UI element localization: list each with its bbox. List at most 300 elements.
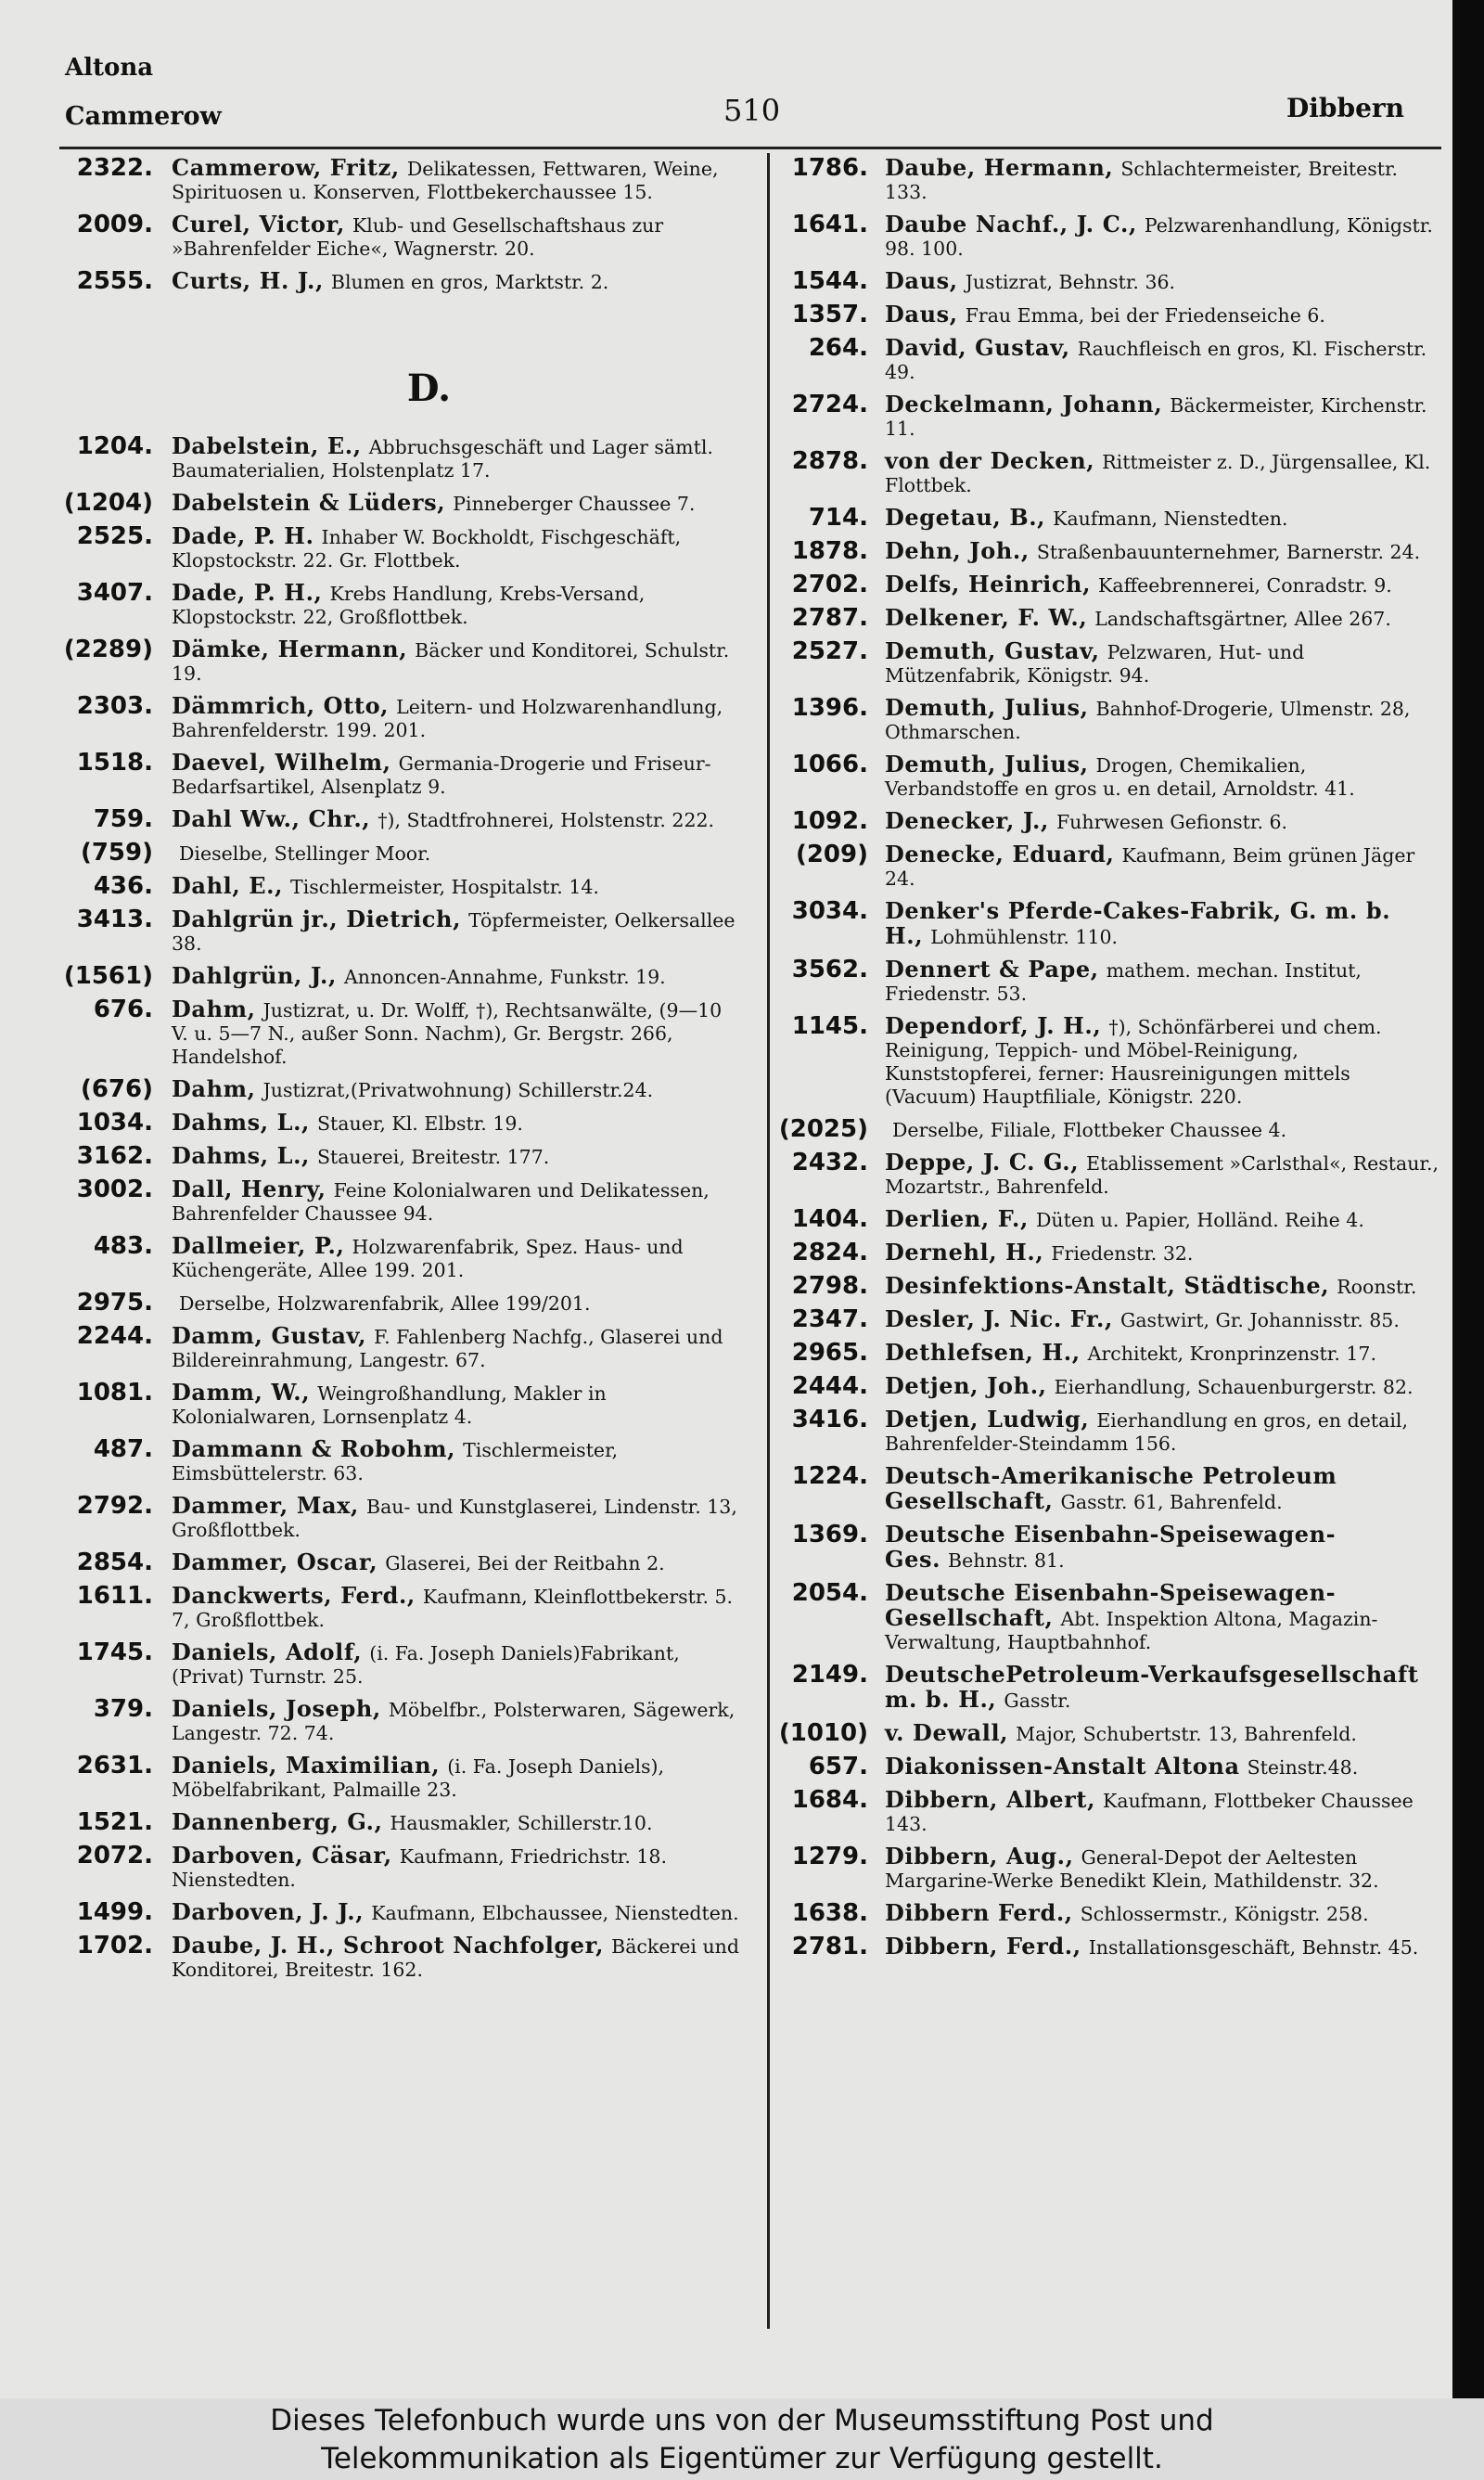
directory-entry	[51, 156, 742, 204]
scan-edge	[1452, 0, 1484, 2398]
header-first-entry: Cammerow	[65, 102, 222, 131]
phone-number: 1544.	[791, 267, 868, 295]
phone-number: 2432.	[791, 1149, 868, 1176]
phone-number: 3413.	[76, 906, 153, 933]
subscriber-details: Justizrat,(Privatwohnung) Schillerstr.24.	[262, 1079, 654, 1101]
subscriber-details: Glaserei, Bei der Reitbahn 2.	[385, 1552, 665, 1574]
subscriber-name: Dallmeier, P.,	[172, 1232, 345, 1259]
header-city: Altona	[65, 54, 154, 82]
subscriber-name: Dade, P. H.	[172, 522, 314, 549]
phone-number: (676)	[80, 1075, 153, 1103]
phone-number: 2854.	[76, 1548, 153, 1576]
phone-number: 487.	[93, 1435, 153, 1463]
directory-entry	[51, 1381, 742, 1429]
subscriber-name: Daus,	[885, 267, 958, 294]
phone-number: (1561)	[63, 962, 153, 990]
subscriber-name: Dibbern, Ferd.,	[885, 1933, 1081, 1960]
subscriber-name: Danckwerts, Ferd.,	[172, 1582, 416, 1609]
directory-entry	[51, 491, 742, 516]
subscriber-details: (i. Fa. Joseph Daniels)Fabrikant, (Privat) Turnstr. 25.	[172, 1642, 680, 1688]
phone-number: 1357.	[791, 301, 868, 328]
directory-entry	[775, 1117, 1441, 1142]
phone-number: 1396.	[791, 694, 868, 722]
subscriber-name: Deckelmann, Johann,	[885, 391, 1163, 418]
subscriber-details: Dieselbe, Stellinger Moor.	[179, 842, 431, 865]
subscriber-details: Bau- und Kunstglaserei, Lindenstr. 13, Großflottbek.	[172, 1496, 737, 1541]
subscriber-name: Dannenberg, G.,	[172, 1808, 383, 1835]
directory-entry	[51, 434, 742, 482]
phone-number: 676.	[93, 996, 153, 1023]
phone-number: 2072.	[76, 1842, 153, 1870]
phone-number: 2444.	[791, 1372, 868, 1400]
phone-number: 2322.	[76, 154, 153, 182]
subscriber-name: Dabelstein, E.,	[172, 432, 362, 459]
directory-entry	[775, 1754, 1441, 1780]
phone-number: 2303.	[76, 692, 153, 720]
subscriber-name: Dibbern, Aug.,	[885, 1843, 1074, 1870]
directory-entry	[775, 1523, 1441, 1573]
phone-number: 1034.	[76, 1109, 153, 1137]
subscriber-details: Pelzwarenhandlung, Königstr. 98. 100.	[885, 214, 1433, 260]
subscriber-name: von der Decken,	[885, 447, 1095, 474]
directory-entry	[51, 907, 742, 956]
directory-entry	[51, 524, 742, 572]
phone-number: (2289)	[63, 636, 153, 663]
subscriber-details: †), Schönfärberei und chem. Reinigung, Teppich- und Möbel-Reinigung, Kunststopferei, ferner: Hausreinigungen mittels (Vacuum) Hauptfiliale, Königstr. 220.	[885, 1016, 1382, 1108]
subscriber-details: Gastwirt, Gr. Johannisstr. 85.	[1119, 1309, 1400, 1331]
subscriber-details: Justizrat, Behnstr. 36.	[965, 271, 1176, 293]
directory-entry	[775, 1014, 1441, 1109]
directory-entry	[775, 156, 1441, 204]
phone-number: 1081.	[76, 1379, 153, 1407]
phone-number: 1878.	[791, 537, 868, 565]
directory-entry	[51, 1754, 742, 1802]
subscriber-name: Curel, Victor,	[172, 211, 345, 238]
subscriber-details: Bäcker und Konditorei, Schulstr. 19.	[172, 639, 730, 685]
subscriber-name: Dahms, L.,	[172, 1109, 311, 1136]
subscriber-name: Desinfektions-Anstalt, Städtische,	[885, 1272, 1330, 1299]
phone-number: 2149.	[791, 1661, 868, 1689]
phone-number: 2525.	[76, 522, 153, 550]
subscriber-details: Eierhandlung, Schauenburgerstr. 82.	[1054, 1376, 1414, 1398]
directory-entry	[775, 1581, 1441, 1654]
phone-number: 2965.	[791, 1339, 868, 1367]
directory-entry	[51, 212, 742, 261]
subscriber-details: Major, Schubertstr. 13, Bahrenfeld.	[1016, 1723, 1357, 1745]
subscriber-name: Daube, J. H., Schroot Nachfolger,	[172, 1932, 605, 1959]
directory-entry	[51, 807, 742, 832]
subscriber-details: Inhaber W. Bockholdt, Fischgeschäft, Klopstockstr. 22. Gr. Flottbek.	[172, 526, 682, 572]
subscriber-name: Dahlgrün jr., Dietrich,	[172, 906, 462, 932]
subscriber-details: Düten u. Papier, Holländ. Reihe 4.	[1035, 1209, 1364, 1231]
left-entries-c	[51, 156, 742, 294]
phone-number: 1279.	[791, 1843, 868, 1870]
directory-entry	[775, 539, 1441, 564]
phone-number: 2555.	[76, 267, 153, 295]
phone-number: 379.	[93, 1695, 153, 1723]
subscriber-details: Holzwarenfabrik, Spez. Haus- und Küchengeräte, Allee 199. 201.	[172, 1236, 684, 1281]
directory-entry	[51, 1077, 742, 1102]
phone-number: 2347.	[791, 1305, 868, 1333]
directory-entry	[51, 581, 742, 629]
subscriber-details: Annoncen-Annahme, Funkstr. 19.	[343, 966, 666, 988]
subscriber-details: Derselbe, Holzwarenfabrik, Allee 199/201.	[179, 1292, 591, 1315]
subscriber-details: Architekt, Kronprinzenstr. 17.	[1087, 1343, 1376, 1365]
subscriber-details: Straßenbauunternehmer, Barnerstr. 24.	[1036, 541, 1421, 563]
subscriber-name: Denker's Pferde-Cakes-Fabrik, G. m. b. H.,	[885, 897, 1391, 949]
directory-entry	[775, 696, 1441, 744]
subscriber-details: †), Stadtfrohnerei, Holstenstr. 222.	[377, 809, 715, 831]
subscriber-name: Dämke, Hermann,	[172, 636, 408, 662]
phone-number: 1641.	[791, 211, 868, 238]
subscriber-name: Dethlefsen, H.,	[885, 1339, 1081, 1366]
phone-number: (1010)	[778, 1719, 868, 1747]
subscriber-name: David, Gustav,	[885, 334, 1070, 361]
footer-line-1: Dieses Telefonbuch wurde uns von der Museumsstiftung Post und	[270, 2404, 1214, 2437]
subscriber-name: v. Dewall,	[885, 1719, 1009, 1746]
directory-entry	[775, 1934, 1441, 1960]
phone-number: 2792.	[76, 1492, 153, 1520]
subscriber-details: Justizrat, u. Dr. Wolff, †), Rechtsanwälte, (9—10 V. u. 5—7 N., außer Sonn. Nachm), Gr. Bergstr. 266, Handelshof.	[172, 999, 723, 1068]
subscriber-details: Kaufmann, Elbchaussee, Nienstedten.	[371, 1902, 739, 1924]
subscriber-details: Kaffeebrennerei, Conradstr. 9.	[1098, 574, 1392, 597]
subscriber-name: Detjen, Joh.,	[885, 1372, 1047, 1399]
subscriber-details: Krebs Handlung, Krebs-Versand, Klopstockstr. 22, Großflottbek.	[172, 583, 646, 628]
subscriber-details: Möbelfbr., Polsterwaren, Sägewerk, Langestr. 72. 74.	[172, 1699, 736, 1744]
footer-notice	[0, 2398, 1484, 2480]
phone-number: 2787.	[791, 604, 868, 632]
subscriber-name: Denecker, J.,	[885, 807, 1049, 834]
directory-entry	[51, 637, 742, 686]
directory-entry	[775, 1844, 1441, 1893]
phone-number: 3162.	[76, 1142, 153, 1170]
directory-entry	[51, 1640, 742, 1689]
directory-entry	[775, 1901, 1441, 1926]
directory-entry	[51, 1550, 742, 1575]
subscriber-details: Töpfermeister, Oelkersallee 38.	[172, 909, 736, 955]
directory-entry	[775, 1721, 1441, 1746]
directory-entry	[51, 751, 742, 799]
directory-entry	[775, 212, 1441, 261]
directory-entry	[51, 1584, 742, 1632]
subscriber-details: Kaufmann, Kleinflottbekerstr. 5. 7, Großflottbek.	[172, 1586, 734, 1631]
subscriber-name: Daube, Hermann,	[885, 154, 1114, 181]
subscriber-name: Dade, P. H.,	[172, 579, 323, 606]
directory-entry	[775, 392, 1441, 441]
directory-entry	[51, 841, 742, 866]
subscriber-name: Detjen, Ludwig,	[885, 1406, 1090, 1433]
directory-entry	[51, 694, 742, 742]
subscriber-details: Drogen, Chemikalien, Verbandstoffe en gros u. en detail, Arnoldstr. 41.	[885, 754, 1355, 800]
subscriber-details: Friedenstr. 32.	[1051, 1242, 1194, 1265]
directory-entry	[775, 1274, 1441, 1299]
directory-entry	[775, 809, 1441, 834]
directory-entry	[51, 1437, 742, 1485]
directory-entry	[51, 1144, 742, 1169]
phone-number: 1638.	[791, 1899, 868, 1927]
subscriber-name: Daus,	[885, 301, 958, 328]
phone-number: 2975.	[76, 1289, 153, 1317]
subscriber-details: Bäckerei und Konditorei, Breitestr. 162.	[172, 1935, 739, 1981]
section-letter: D.	[406, 366, 452, 410]
subscriber-name: Damm, Gustav,	[172, 1322, 367, 1349]
subscriber-details: Fuhrwesen Gefionstr. 6.	[1055, 811, 1288, 833]
header-last-entry: Dibbern	[1286, 93, 1404, 123]
directory-entry	[775, 1464, 1441, 1514]
subscriber-name: Degetau, B.,	[885, 504, 1046, 531]
subscriber-name: Dernehl, H.,	[885, 1239, 1044, 1266]
phone-number: 2702.	[791, 571, 868, 598]
phone-number: 2631.	[76, 1752, 153, 1780]
subscriber-name: Delfs, Heinrich,	[885, 571, 1092, 598]
phone-number: 3562.	[791, 956, 868, 983]
phone-number: 483.	[93, 1232, 153, 1260]
directory-entry	[775, 1307, 1441, 1332]
subscriber-name: Dennert & Pape,	[885, 956, 1099, 983]
directory-entry	[51, 997, 742, 1069]
subscriber-name: DeutschePetroleum-Verkaufsgesellschaft m. b. H.,	[885, 1661, 1419, 1713]
subscriber-details: Steinstr.48.	[1247, 1756, 1359, 1779]
directory-entry	[51, 1111, 742, 1136]
phone-number: 1145.	[791, 1012, 868, 1040]
phone-number: 2724.	[791, 391, 868, 418]
subscriber-details: Kaufmann, Beim grünen Jäger 24.	[885, 844, 1415, 890]
phone-number: (759)	[80, 839, 153, 867]
subscriber-details: Etablissement »Carlsthal«, Restaur., Mozartstr., Bahrenfeld.	[885, 1152, 1439, 1198]
phone-number: 1224.	[791, 1462, 868, 1490]
subscriber-name: Deutsche Eisenbahn-Speisewagen-Ges.	[885, 1521, 1337, 1573]
subscriber-details: F. Fahlenberg Nachfg., Glaserei und Bildereinrahmung, Langestr. 67.	[172, 1326, 723, 1371]
subscriber-details: Abt. Inspektion Altona, Magazin-Verwaltung, Hauptbahnhof.	[885, 1608, 1378, 1653]
directory-entry	[775, 899, 1441, 949]
phone-number: 1404.	[791, 1205, 868, 1233]
subscriber-details: Eierhandlung en gros, en detail, Bahrenfelder-Steindamm 156.	[885, 1409, 1408, 1455]
directory-entry	[51, 1900, 742, 1925]
phone-number: 2781.	[791, 1933, 868, 1960]
phone-number: (209)	[795, 841, 868, 868]
subscriber-name: Darboven, J. J.,	[172, 1898, 365, 1925]
subscriber-details: Roonstr.	[1337, 1276, 1417, 1298]
phone-number: 1745.	[76, 1638, 153, 1666]
phone-number: 1499.	[76, 1898, 153, 1926]
subscriber-name: Daniels, Adolf,	[172, 1638, 363, 1665]
subscriber-name: Darboven, Cäsar,	[172, 1842, 392, 1869]
phone-number: 2878.	[791, 447, 868, 475]
subscriber-details: Rittmeister z. D., Jürgensallee, Kl. Flottbek.	[885, 451, 1431, 496]
phone-number: 2009.	[76, 211, 153, 238]
subscriber-details: Pinneberger Chaussee 7.	[453, 493, 696, 515]
phone-number: 3002.	[76, 1176, 153, 1203]
directory-entry	[775, 1150, 1441, 1199]
subscriber-name: Daube Nachf., J. C.,	[885, 211, 1137, 238]
left-entries-d	[51, 434, 742, 1982]
directory-entry	[51, 1234, 742, 1282]
phone-number: 1702.	[76, 1932, 153, 1960]
subscriber-name: Dibbern, Albert,	[885, 1786, 1096, 1813]
directory-entry	[775, 336, 1441, 384]
phone-number: 2798.	[791, 1272, 868, 1300]
subscriber-details: Schlossermstr., Königstr. 258.	[1080, 1903, 1369, 1925]
subscriber-details: Kaufmann, Friedrichstr. 18. Nienstedten.	[172, 1845, 667, 1891]
phone-number: 1204.	[76, 432, 153, 460]
subscriber-details: Tischlermeister, Eimsbüttelerstr. 63.	[172, 1439, 619, 1484]
subscriber-name: Damm, W.,	[172, 1379, 311, 1406]
phone-number: 1611.	[76, 1582, 153, 1610]
phone-number: 2244.	[76, 1322, 153, 1350]
subscriber-details: Pelzwaren, Hut- und Mützenfabrik, Königstr. 94.	[885, 641, 1305, 687]
page-number: 510	[723, 93, 781, 128]
phone-number: 1786.	[791, 154, 868, 182]
subscriber-details: Rauchfleisch en gros, Kl. Fischerstr. 49.	[885, 338, 1427, 383]
subscriber-details: Bahnhof-Drogerie, Ulmenstr. 28, Othmarschen.	[885, 698, 1411, 743]
subscriber-name: Dammann & Robohm,	[172, 1435, 456, 1462]
subscriber-details: Tischlermeister, Hospitalstr. 14.	[290, 876, 599, 898]
subscriber-details: (i. Fa. Joseph Daniels), Möbelfabrikant, Palmaille 23.	[172, 1755, 665, 1801]
phone-number: 3416.	[791, 1406, 868, 1433]
phone-number: 1518.	[76, 749, 153, 777]
phone-number: 3034.	[791, 897, 868, 925]
subscriber-name: Derlien, F.,	[885, 1205, 1029, 1232]
subscriber-details: Abbruchsgeschäft und Lager sämtl. Baumaterialien, Holstenplatz 17.	[172, 436, 713, 482]
phone-number: (1204)	[63, 489, 153, 517]
subscriber-name: Diakonissen-Anstalt Altona	[885, 1753, 1240, 1780]
phone-number: 264.	[808, 334, 868, 362]
directory-entry	[51, 1291, 742, 1316]
subscriber-name: Dahl, E.,	[172, 872, 284, 899]
subscriber-name: Dammer, Oscar,	[172, 1548, 378, 1575]
subscriber-name: Daniels, Joseph,	[172, 1695, 381, 1722]
right-column	[775, 156, 1441, 1968]
subscriber-name: Demuth, Julius,	[885, 694, 1089, 721]
subscriber-name: Dahm,	[172, 996, 256, 1022]
phone-number: 2527.	[791, 637, 868, 665]
subscriber-name: Dämmrich, Otto,	[172, 692, 390, 719]
subscriber-details: Delikatessen, Fettwaren, Weine, Spirituosen u. Konserven, Flottbekerchaussee 15.	[172, 158, 719, 203]
phone-number: 657.	[808, 1753, 868, 1780]
directory-entry	[775, 1207, 1441, 1232]
directory-entry	[51, 1810, 742, 1835]
phone-number: 1092.	[791, 807, 868, 835]
directory-entry	[775, 957, 1441, 1006]
subscriber-details: Landschaftsgärtner, Allee 267.	[1094, 608, 1391, 630]
subscriber-details: Lohmühlenstr. 110.	[930, 926, 1119, 948]
subscriber-name: Dall, Henry,	[172, 1176, 326, 1202]
right-entries	[775, 156, 1441, 1960]
subscriber-details: Derselbe, Filiale, Flottbeker Chaussee 4.	[892, 1119, 1287, 1141]
left-column	[51, 156, 742, 1990]
subscriber-name: Dahl Ww., Chr.,	[172, 805, 371, 832]
phone-number: (2025)	[778, 1115, 868, 1143]
directory-entry	[51, 1177, 742, 1226]
directory-entry	[775, 449, 1441, 497]
phone-number: 2054.	[791, 1579, 868, 1607]
subscriber-name: Dahlgrün, J.,	[172, 962, 337, 989]
subscriber-name: Dabelstein & Lüders,	[172, 489, 446, 516]
footer-line-2: Telekommunikation als Eigentümer zur Verfügung gestellt.	[321, 2442, 1163, 2475]
directory-entry	[775, 1407, 1441, 1456]
subscriber-name: Dibbern Ferd.,	[885, 1899, 1073, 1926]
directory-entry	[775, 302, 1441, 328]
subscriber-details: Schlachtermeister, Breitestr. 133.	[885, 158, 1399, 203]
subscriber-details: Stauer, Kl. Elbstr. 19.	[317, 1112, 523, 1135]
directory-entry	[775, 1341, 1441, 1366]
subscriber-details: Germania-Drogerie und Friseur-Bedarfsartikel, Alsenplatz 9.	[172, 752, 711, 798]
subscriber-name: Demuth, Gustav,	[885, 637, 1100, 664]
subscriber-details: Kaufmann, Flottbeker Chaussee 143.	[885, 1790, 1414, 1835]
directory-entry	[51, 1324, 742, 1372]
subscriber-details: Stauerei, Breitestr. 177.	[317, 1146, 550, 1168]
subscriber-name: Demuth, Julius,	[885, 751, 1089, 777]
subscriber-name: Dammer, Max,	[172, 1492, 360, 1519]
directory-entry	[51, 874, 742, 899]
directory-entry	[775, 269, 1441, 294]
subscriber-details: Kaufmann, Nienstedten.	[1053, 508, 1288, 530]
subscriber-name: Delkener, F. W.,	[885, 604, 1088, 631]
directory-entry	[51, 1697, 742, 1745]
directory-entry	[775, 1663, 1441, 1713]
header-rule	[59, 147, 1441, 149]
subscriber-name: Denecke, Eduard,	[885, 841, 1115, 867]
subscriber-details: Gasstr.	[1004, 1690, 1071, 1712]
directory-entry	[51, 1494, 742, 1542]
directory-entry	[775, 606, 1441, 631]
subscriber-details: Frau Emma, bei der Friedenseiche 6.	[965, 304, 1325, 327]
phone-number: 714.	[808, 504, 868, 532]
column-divider	[767, 153, 770, 2329]
subscriber-name: Daevel, Wilhelm,	[172, 749, 391, 776]
subscriber-name: Dependorf, J. H.,	[885, 1012, 1102, 1039]
directory-entry	[775, 506, 1441, 531]
subscriber-details: General-Depot der Aeltesten Margarine-Werke Benedikt Klein, Mathildenstr. 32.	[885, 1846, 1379, 1892]
subscriber-details: mathem. mechan. Institut, Friedenstr. 53.	[885, 959, 1362, 1005]
directory-entry	[775, 752, 1441, 801]
directory-entry	[775, 639, 1441, 687]
phone-number: 436.	[93, 872, 153, 900]
directory-entry	[51, 1844, 742, 1892]
subscriber-name: Daniels, Maximilian,	[172, 1752, 441, 1779]
subscriber-name: Curts, H. J.,	[172, 267, 324, 294]
subscriber-name: Cammerow, Fritz,	[172, 154, 400, 181]
phone-number: 1369.	[791, 1521, 868, 1548]
directory-entry	[775, 1374, 1441, 1399]
subscriber-name: Deppe, J. C. G.,	[885, 1149, 1080, 1176]
subscriber-details: Weingroßhandlung, Makler in Kolonialwaren, Lornsenplatz 4.	[172, 1382, 607, 1428]
phone-number: 759.	[93, 805, 153, 833]
subscriber-details: Bäckermeister, Kirchenstr. 11.	[885, 394, 1427, 440]
subscriber-details: Leitern- und Holzwarenhandlung, Bahrenfelderstr. 199. 201.	[172, 696, 723, 741]
phone-number: 1684.	[791, 1786, 868, 1814]
subscriber-details: Klub- und Gesellschaftshaus zur »Bahrenfelder Eiche«, Wagnerstr. 20.	[172, 214, 664, 260]
directory-entry	[775, 1240, 1441, 1266]
subscriber-name: Deutsche Eisenbahn-Speisewagen-Gesellschaft,	[885, 1579, 1337, 1631]
phone-number: 3407.	[76, 579, 153, 607]
subscriber-details: Blumen en gros, Marktstr. 2.	[330, 271, 609, 293]
directory-entry	[51, 1934, 742, 1982]
subscriber-details: Hausmakler, Schillerstr.10.	[390, 1812, 653, 1834]
directory-entry	[51, 269, 742, 294]
phone-number: 1066.	[791, 751, 868, 778]
subscriber-name: Desler, J. Nic. Fr.,	[885, 1305, 1113, 1332]
directory-entry	[775, 572, 1441, 598]
phone-number: 2824.	[791, 1239, 868, 1266]
directory-entry	[51, 964, 742, 989]
directory-entry	[775, 1788, 1441, 1836]
subscriber-name: Deutsch-Amerikanische Petroleum Gesellschaft,	[885, 1462, 1337, 1514]
subscriber-name: Dehn, Joh.,	[885, 537, 1030, 564]
subscriber-name: Dahms, L.,	[172, 1142, 311, 1169]
subscriber-details: Behnstr. 81.	[948, 1549, 1065, 1572]
subscriber-details: Gasstr. 61, Bahrenfeld.	[1060, 1491, 1283, 1513]
